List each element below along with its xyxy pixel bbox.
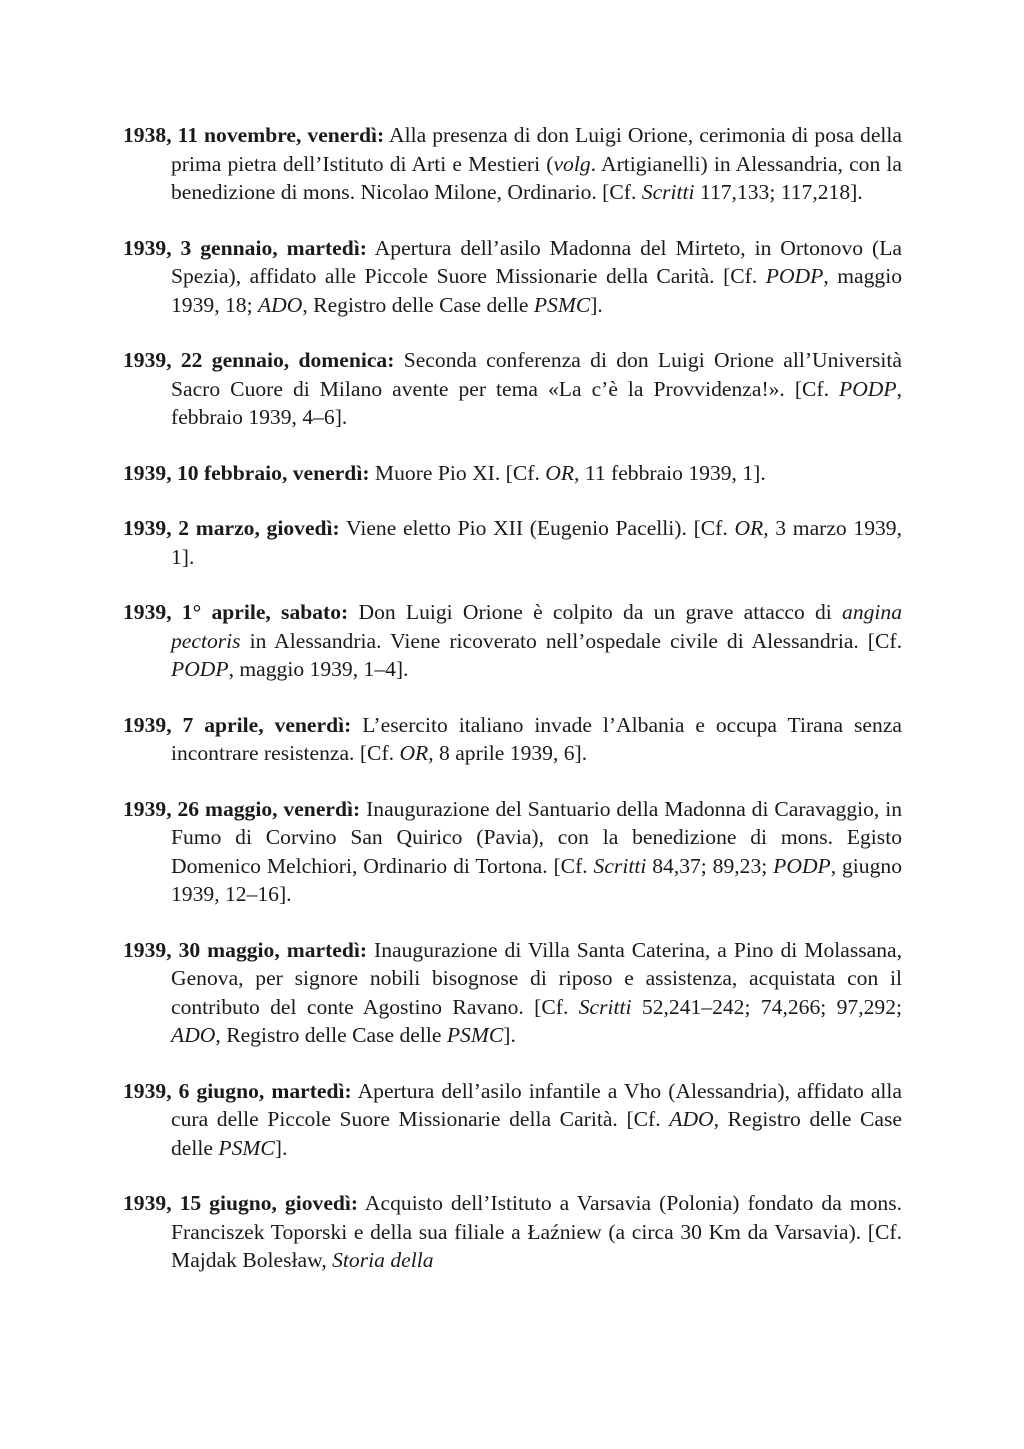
entry-text: , giugno 1939, 12–16].: [171, 853, 902, 906]
entry-citation-italic: PSMC: [446, 1023, 504, 1047]
entry-text: . Artigianelli) in Alessandria, con la benedizione di mons. Nicolao Milone, Ordinario. [Cf.: [171, 151, 902, 204]
entry-citation-italic: PODP: [171, 657, 229, 681]
entry-text: , febbraio 1939, 4–6].: [171, 376, 902, 429]
entry-citation-italic: ADO: [669, 1107, 714, 1131]
chronology-entry: [123, 1077, 902, 1163]
entry-date: 1939, 22 gennaio, domenica:: [123, 348, 395, 372]
entry-text: Seconda conferenza di don Luigi Orione all’Università Sacro Cuore di Milano avente per tema «La c’è la Provvidenza!». [Cf.: [171, 348, 902, 401]
entry-citation-italic: PODP: [839, 376, 897, 401]
entry-citation-italic: Scritti: [593, 853, 647, 878]
entry-citation-italic: Storia della: [332, 1248, 434, 1272]
entry-text: Inaugurazione di Villa Santa Caterina, a Pino di Molassana, Genova, per signore nobili bisognose di riposo e assistenza, acquistata con il contributo del conte Agostino Ravano. [Cf.: [171, 937, 902, 1019]
entry-text: Inaugurazione del Santuario della Madonna di Caravaggio, in Fumo di Corvino San Quirico (Pavia), con la benedizione di mons. Egisto Domenico Melchiori, Ordinario di Tortona. [Cf.: [171, 796, 902, 878]
entry-date: 1939, 2 marzo, giovedì:: [123, 516, 340, 540]
entry-text: , 11 febbraio 1939, 1].: [574, 460, 766, 485]
chronology-entry: [123, 795, 902, 909]
entry-text: Don Luigi Orione è colpito da un grave attacco di: [348, 600, 843, 624]
entry-citation-italic: PSMC: [533, 292, 591, 317]
entry-text: Apertura dell’asilo Madonna del Mirteto, in Ortonovo (La Spezia), affidato alle Piccole Suore Missionarie della Carità. [Cf.: [171, 235, 902, 288]
entry-text: , maggio 1939, 18;: [171, 264, 902, 317]
entry-text: ].: [274, 1135, 288, 1160]
entry-text: 84,37; 89,23;: [646, 853, 774, 878]
entry-citation-italic: Scritti: [578, 994, 632, 1019]
entry-date: 1939, 1° aprile, sabato:: [123, 600, 349, 624]
entry-citation-italic: ADO: [171, 1023, 216, 1047]
entry-date: 1939, 15 giugno, giovedì:: [123, 1191, 359, 1215]
entry-text: ].: [590, 292, 603, 317]
entry-citation-italic: PODP: [773, 853, 831, 878]
chronology-list: [123, 121, 902, 1275]
entry-citation-italic: OR: [734, 516, 764, 540]
entry-citation-italic: volg: [553, 151, 591, 176]
entry-date: 1939, 30 maggio, martedì:: [123, 937, 368, 962]
entry-citation-italic: angina pectoris: [171, 600, 903, 653]
entry-text: , Registro delle Case delle: [215, 1023, 447, 1047]
chronology-entry: [123, 598, 902, 684]
entry-text: 52,241–242; 74,266; 97,292;: [631, 994, 903, 1019]
entry-text: ].: [503, 1023, 516, 1047]
entry-text: Alla presenza di don Luigi Orione, cerimonia di posa della prima pietra dell’Istituto di Arti e Mestieri (: [171, 123, 902, 176]
entry-text: Muore Pio XI. [Cf.: [369, 460, 546, 485]
entry-text: Viene eletto Pio XII (Eugenio Pacelli). [Cf.: [339, 516, 735, 540]
entry-citation-italic: PODP: [765, 264, 824, 288]
document-page: [123, 121, 902, 1302]
entry-date: 1939, 3 gennaio, martedì:: [123, 235, 367, 260]
entry-citation-italic: OR: [545, 460, 575, 485]
entry-date: 1939, 10 febbraio, venerdì:: [123, 460, 370, 485]
entry-text: , Registro delle Case delle: [171, 1107, 902, 1160]
entry-text: Acquisto dell’Istituto a Varsavia (Polonia) fondato da mons. Franciszek Toporski e della sua filiale a Łaźniew (a circa 30 Km da Varsavia). [Cf. Majdak Bolesław,: [171, 1191, 902, 1272]
entry-citation-italic: Scritti: [641, 180, 695, 204]
chronology-entry: [123, 346, 902, 432]
entry-citation-italic: ADO: [257, 292, 303, 317]
entry-date: 1939, 6 giugno, martedì:: [123, 1078, 352, 1103]
entry-text: , maggio 1939, 1–4].: [228, 657, 409, 681]
chronology-entry: [123, 514, 902, 571]
entry-text: Apertura dell’asilo infantile a Vho (Alessandria), affidato alla cura delle Piccole Suore Missionarie della Carità. [Cf.: [171, 1078, 903, 1131]
chronology-entry: [123, 121, 902, 207]
entry-text: , Registro delle Case delle: [302, 292, 534, 317]
chronology-entry: [123, 1189, 902, 1275]
entry-citation-italic: OR: [399, 741, 429, 765]
entry-text: 117,133; 117,218].: [694, 180, 863, 204]
chronology-entry: [123, 234, 902, 320]
entry-text: in Alessandria. Viene ricoverato nell’ospedale civile di Alessandria. [Cf.: [240, 628, 902, 653]
entry-text: , 3 marzo 1939, 1].: [171, 516, 902, 569]
entry-date: 1939, 26 maggio, venerdì:: [123, 796, 361, 821]
chronology-entry: [123, 711, 902, 768]
entry-date: 1939, 7 aprile, venerdì:: [123, 712, 352, 737]
entry-text: L’esercito italiano invade l’Albania e occupa Tirana senza incontrare resistenza. [Cf.: [171, 712, 902, 765]
chronology-entry: [123, 936, 902, 1050]
entry-date: 1938, 11 novembre, venerdì:: [123, 123, 385, 147]
entry-citation-italic: PSMC: [218, 1135, 275, 1160]
chronology-entry: [123, 459, 902, 488]
entry-text: , 8 aprile 1939, 6].: [428, 741, 588, 765]
